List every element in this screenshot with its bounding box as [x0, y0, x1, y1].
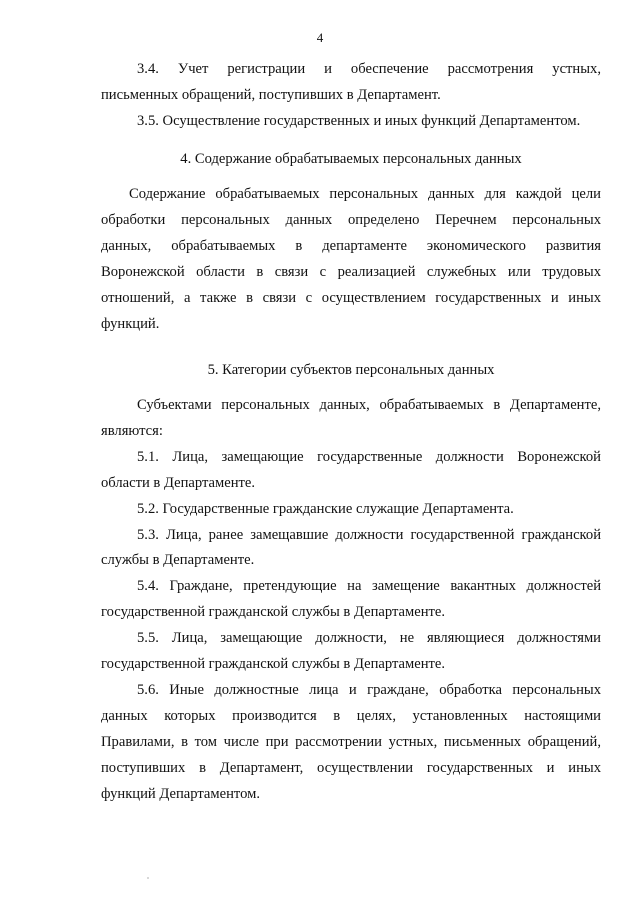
- section4-line-6: функций.: [101, 315, 160, 332]
- section5-intro-line-1: Субъектами персональных данных, обрабатываемых в Департаменте,: [137, 397, 601, 413]
- section4-line-2: обработки персональных данных определено Перечнем персональных: [101, 211, 601, 228]
- item-3-4-line-2: письменных обращений, поступивших в Департамент.: [101, 86, 441, 103]
- item-5-1-line-2: области в Департаменте.: [101, 474, 256, 491]
- item-5-5-line-1: 5.5. Лица, замещающие должности, не являющиеся должностями: [137, 630, 601, 647]
- page-number: 4: [316, 30, 324, 45]
- section5-intro-line-2: являются:: [101, 422, 163, 439]
- section4-line-5: отношений, а также в связи с осуществлением государственных и иных: [101, 289, 601, 306]
- item-5-2: 5.2. Государственные гражданские служащие Департамента.: [137, 500, 514, 517]
- section5-heading: 5. Категории субъектов персональных данных: [207, 362, 495, 378]
- item-5-6-line-2: данных которых производится в целях, установленных настоящими: [101, 707, 601, 724]
- section4: [101, 147, 601, 173]
- item-5-6-line-4: поступивших в Департамент, осуществлении государственных и иных: [101, 759, 601, 776]
- item-5-6-line-5: функций Департаментом.: [101, 785, 261, 802]
- item-5-4-line-1: 5.4. Граждане, претендующие на замещение вакантных должностей: [137, 578, 601, 595]
- section3-items: [101, 57, 601, 135]
- scan-speck: [147, 877, 149, 879]
- section4-line-4: Воронежской области в связи с реализацией служебных или трудовых: [101, 263, 601, 280]
- item-3-5: 3.5. Осуществление государственных и иных функций Департаментом.: [137, 112, 581, 129]
- item-5-6-line-3: Правилами, в том числе при рассмотрении устных, письменных обращений,: [101, 733, 601, 750]
- item-3-4-line-1: 3.4. Учет регистрации и обеспечение рассмотрения устных,: [137, 61, 601, 77]
- item-5-4-line-2: государственной гражданской службы в Департаменте.: [101, 604, 446, 621]
- section5: [101, 358, 601, 384]
- item-5-6-line-1: 5.6. Иные должностные лица и граждане, обработка персональных: [137, 681, 601, 698]
- section4-line-3: данных, обрабатываемых в департаменте экономического развития: [101, 237, 601, 254]
- section4-line-1: Содержание обрабатываемых персональных данных для каждой цели: [129, 186, 601, 202]
- section4-body: [101, 182, 601, 337]
- section5-body: [101, 393, 601, 808]
- item-5-5-line-2: государственной гражданской службы в Департаменте.: [101, 656, 446, 673]
- item-5-1-line-1: 5.1. Лица, замещающие государственные должности Воронежской: [137, 448, 601, 465]
- section4-heading: 4. Содержание обрабатываемых персональных данных: [180, 151, 522, 167]
- item-5-3-line-1: 5.3. Лица, ранее замещавшие должности государственной гражданской: [137, 526, 601, 543]
- item-5-3-line-2: службы в Департаменте.: [101, 552, 255, 569]
